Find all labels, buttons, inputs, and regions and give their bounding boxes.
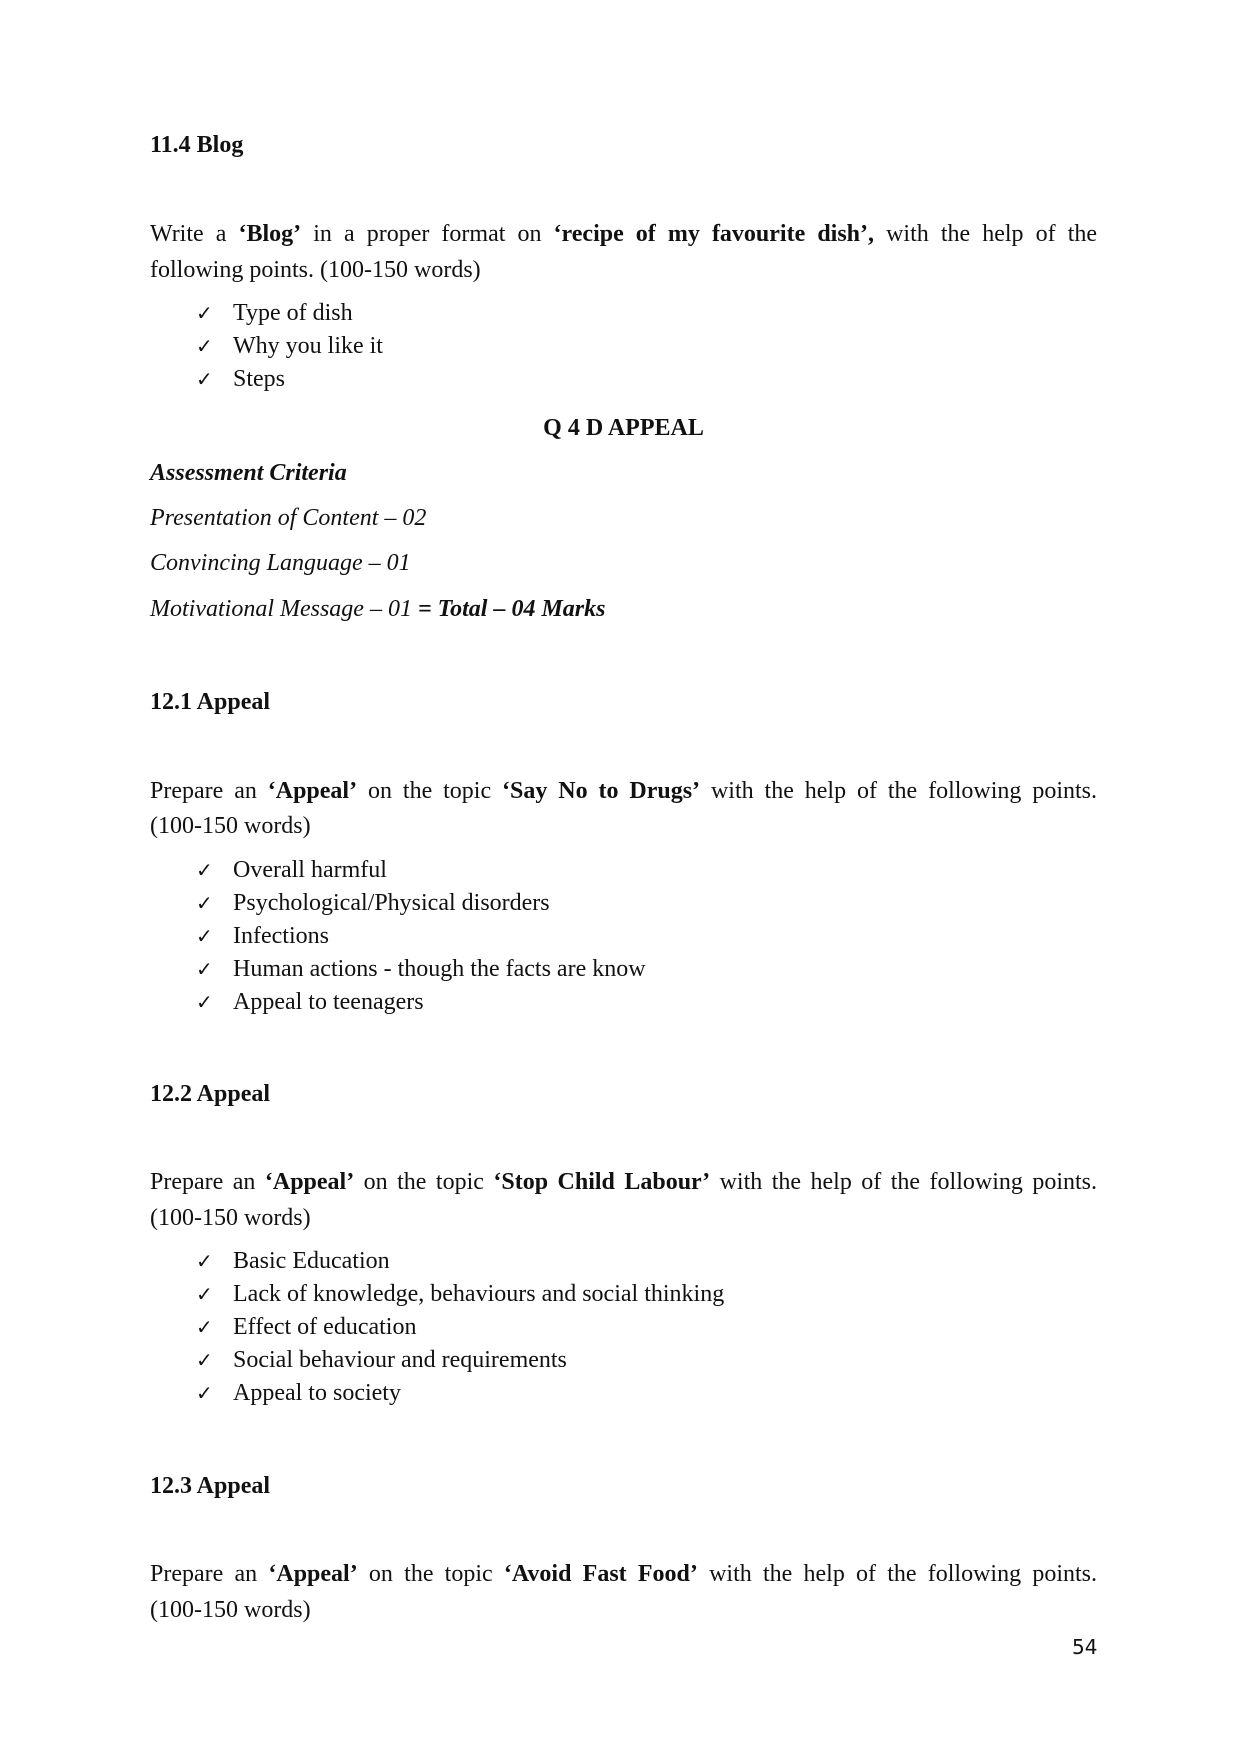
list-item [196,1278,724,1311]
total-marks: = Total – 04 Marks [411,596,606,622]
appeal-3-instruction-line2: (100-150 words) [150,1597,311,1623]
checkmark-icon: ✓ [196,924,213,948]
list-item-text: Appeal to teenagers [233,989,424,1015]
bold-topic: ‘Stop Child Labour’ [493,1169,711,1195]
checkmark-icon: ✓ [196,334,213,358]
list-item [196,1344,724,1377]
list-item-text: Infections [233,923,329,949]
section-heading-12-3: 12.3 Appeal [150,1473,271,1499]
appeal-1-instruction-line2: (100-150 words) [150,813,311,839]
list-item [196,887,646,920]
section-heading-11-4: 11.4 Blog [150,132,244,158]
appeal-1-points-list [196,854,646,1019]
checkmark-icon: ✓ [196,1348,213,1372]
list-item [196,953,646,986]
list-item [196,854,646,887]
text: on the topic [357,778,503,804]
bold-term: ‘Appeal’ [264,1169,355,1195]
list-item [196,1311,724,1344]
appeal-2-instruction-line2: (100-150 words) [150,1205,311,1231]
checkmark-icon: ✓ [196,957,213,981]
list-item-text: Psychological/Physical disorders [233,890,550,916]
text: Write a [150,221,239,247]
list-item [196,986,646,1019]
appeal-1-instruction-line1 [150,775,1097,808]
blog-instruction-line2: following points. (100-150 words) [150,257,481,283]
text: with the help of the [874,221,1098,247]
list-item [196,1377,724,1410]
bold-term: ‘Blog’ [238,221,302,247]
text: in a proper format on [301,221,554,247]
list-item-text: Lack of knowledge, behaviours and social thinking [233,1281,725,1307]
list-item [196,363,383,396]
list-item-text: Why you like it [233,333,383,359]
bold-topic: ‘Avoid Fast Food’ [503,1561,698,1587]
text: with the help of the following points. [700,778,1098,804]
text: Prepare an [150,1169,265,1195]
checkmark-icon: ✓ [196,990,213,1014]
appeal-2-instruction-line1 [150,1166,1097,1199]
checkmark-icon: ✓ [196,301,213,325]
checkmark-icon: ✓ [196,1381,213,1405]
section-heading-12-1: 12.1 Appeal [150,689,271,715]
assessment-criteria-heading: Assessment Criteria [150,460,347,486]
text: on the topic [357,1561,504,1587]
text: Prepare an [150,1561,269,1587]
checkmark-icon: ✓ [196,1315,213,1339]
checkmark-icon: ✓ [196,891,213,915]
text: with the help of the following points. [697,1561,1097,1587]
list-item-text: Social behaviour and requirements [233,1347,567,1373]
blog-points-list [196,297,383,396]
list-item [196,1245,724,1278]
bold-topic: ‘Say No to Drugs’ [502,778,701,804]
checkmark-icon: ✓ [196,367,213,391]
list-item-text: Basic Education [233,1248,390,1274]
blog-instruction-line1 [150,218,1097,251]
list-item [196,920,646,953]
list-item-text: Overall harmful [233,857,387,883]
appeal-2-points-list [196,1245,724,1410]
list-item [196,297,383,330]
checkmark-icon: ✓ [196,1282,213,1306]
criterion-motivational [150,595,605,623]
list-item-text: Appeal to society [233,1380,401,1406]
criterion-language: Convincing Language – 01 [150,550,411,576]
list-item-text: Type of dish [233,300,353,326]
bold-term: ‘Appeal’ [267,778,358,804]
list-item-text: Human actions - though the facts are know [233,956,646,982]
question-title: Q 4 D APPEAL [543,415,704,441]
bold-topic: ‘recipe of my favourite dish’, [553,221,875,247]
checkmark-icon: ✓ [196,858,213,882]
criterion-presentation: Presentation of Content – 02 [150,505,427,531]
text: with the help of the following points. [710,1169,1098,1195]
section-heading-12-2: 12.2 Appeal [150,1081,271,1107]
appeal-3-instruction-line1 [150,1558,1097,1591]
list-item-text: Steps [233,366,286,392]
criterion-text: Motivational Message – 01 [150,596,412,622]
list-item-text: Effect of education [233,1314,417,1340]
page-number: 54 [1072,1635,1098,1659]
list-item [196,330,383,363]
bold-term: ‘Appeal’ [268,1561,358,1587]
text: on the topic [354,1169,494,1195]
text: Prepare an [150,778,268,804]
checkmark-icon: ✓ [196,1249,213,1273]
